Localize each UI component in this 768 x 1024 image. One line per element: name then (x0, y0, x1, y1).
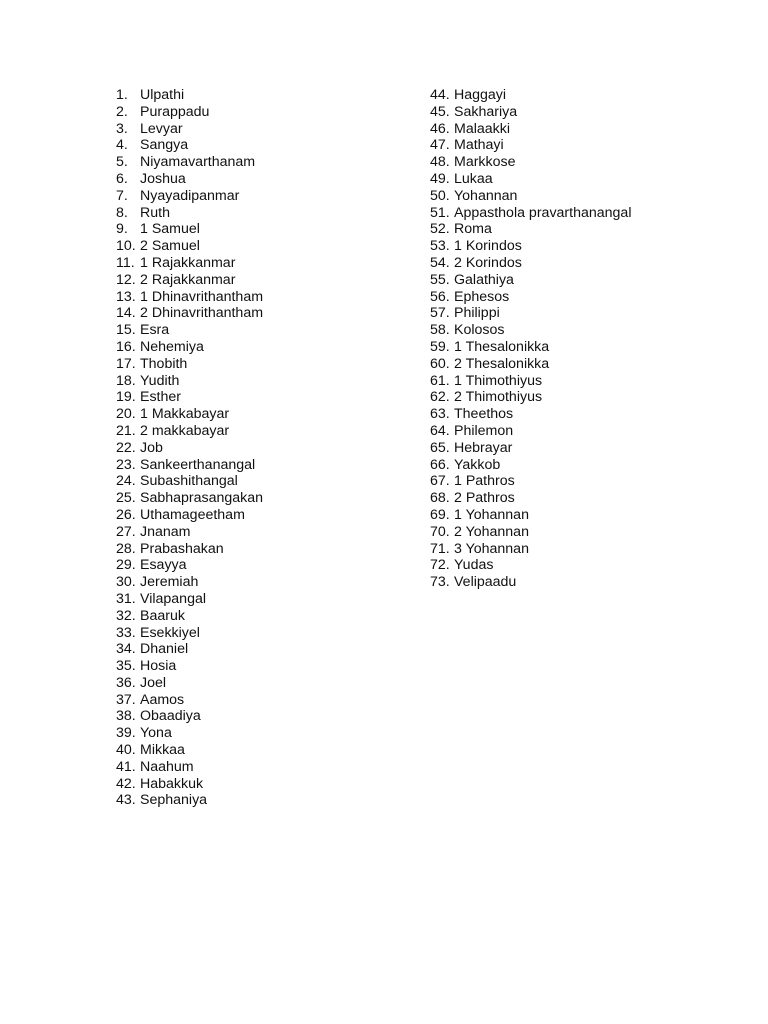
list-item (116, 205, 263, 222)
list-item (430, 272, 631, 289)
list-item (116, 473, 263, 490)
list-item (430, 423, 631, 440)
book-list-right-column (430, 87, 631, 591)
list-item-book-name: 2 Thesalonikka (454, 355, 550, 372)
list-item-number: 35. (116, 658, 136, 675)
list-item-number: 70. (430, 523, 450, 540)
list-item-number: 68. (430, 490, 450, 507)
list-item (116, 725, 263, 742)
list-item-book-name: Uthamageetham (140, 506, 245, 523)
list-item (430, 305, 631, 322)
list-item-book-name: Subashithangal (140, 473, 238, 490)
list-item-book-name: 2 Samuel (140, 238, 200, 255)
list-item-book-name: 1 Dhinavrithantham (140, 288, 264, 305)
list-item-number: 4. (116, 137, 128, 154)
list-item-book-name: 1 Korindos (454, 238, 522, 255)
list-item (116, 490, 263, 507)
list-item-book-name: Velipaadu (454, 574, 517, 591)
list-item-number: 41. (116, 758, 136, 775)
list-item (116, 322, 263, 339)
list-item-book-name: Esekkiyel (140, 624, 200, 641)
list-item-book-name: Roma (454, 221, 492, 238)
list-item-book-name: Sabhaprasangakan (140, 490, 264, 507)
list-item-number: 23. (116, 456, 136, 473)
list-item (430, 188, 631, 205)
list-item-book-name: Sakhariya (454, 103, 518, 120)
list-item (430, 557, 631, 574)
list-item-number: 18. (116, 372, 136, 389)
list-item (430, 154, 631, 171)
list-item (430, 255, 631, 272)
list-item-book-name: Jnanam (140, 523, 191, 540)
list-item-book-name: 2 Yohannan (454, 523, 529, 540)
list-item-book-name: 1 Thimothiyus (454, 372, 543, 389)
list-item (116, 776, 263, 793)
list-item-number: 19. (116, 389, 136, 406)
list-item-book-name: 2 Dhinavrithantham (140, 305, 264, 322)
list-item-number: 46. (430, 120, 450, 137)
list-item-book-name: Nehemiya (140, 338, 204, 355)
list-item-number: 54. (430, 254, 450, 271)
list-item (116, 792, 263, 809)
list-item-book-name: 2 Rajakkanmar (140, 271, 236, 288)
list-item-number: 47. (430, 137, 450, 154)
list-item (116, 373, 263, 390)
list-item-number: 3. (116, 120, 128, 137)
list-item (430, 524, 631, 541)
list-item-number: 65. (430, 439, 450, 456)
list-item-book-name: Philemon (454, 422, 514, 439)
list-item-book-name: Thobith (140, 355, 188, 372)
list-item (430, 322, 631, 339)
list-item-book-name: 1 Yohannan (454, 506, 529, 523)
list-item-book-name: 3 Yohannan (454, 540, 529, 557)
list-item-book-name: 2 Korindos (454, 254, 522, 271)
list-item-book-name: Markkose (454, 154, 516, 171)
list-item-book-name: Hebrayar (454, 439, 513, 456)
list-item-book-name: Malaakki (454, 120, 510, 137)
list-item-number: 40. (116, 742, 136, 759)
list-item-book-name: Yudith (140, 372, 180, 389)
list-item (116, 389, 263, 406)
list-item (430, 221, 631, 238)
list-item-number: 67. (430, 473, 450, 490)
list-item-number: 20. (116, 406, 136, 423)
list-item-book-name: Esra (140, 322, 170, 339)
list-item-number: 32. (116, 607, 136, 624)
list-item-number: 5. (116, 154, 128, 171)
list-item-number: 66. (430, 456, 450, 473)
list-item-book-name: Vilapangal (140, 590, 207, 607)
list-item-book-name: Philippi (454, 305, 500, 322)
list-item-number: 25. (116, 490, 136, 507)
list-item (430, 507, 631, 524)
list-item (116, 289, 263, 306)
list-item-book-name: 2 Pathros (454, 490, 515, 507)
list-item-book-name: Baaruk (140, 607, 185, 624)
list-item (430, 389, 631, 406)
list-item-number: 58. (430, 322, 450, 339)
list-item (116, 574, 263, 591)
list-item (430, 490, 631, 507)
list-item (116, 759, 263, 776)
list-item-number: 8. (116, 204, 128, 221)
list-item (430, 541, 631, 558)
list-item-number: 9. (116, 221, 128, 238)
list-item-book-name: Sephaniya (140, 792, 208, 809)
list-item (116, 154, 263, 171)
list-item-book-name: Sankeerthanangal (140, 456, 256, 473)
list-item (116, 87, 263, 104)
list-item (430, 104, 631, 121)
list-item (116, 457, 263, 474)
list-item (430, 121, 631, 138)
list-item (116, 104, 263, 121)
list-item (116, 255, 263, 272)
list-item-book-name: Joel (140, 674, 167, 691)
list-item (430, 574, 631, 591)
list-item-number: 29. (116, 557, 136, 574)
list-item (116, 137, 263, 154)
list-item-book-name: 1 Samuel (140, 221, 200, 238)
list-item-book-name: 1 Makkabayar (140, 406, 230, 423)
list-item-number: 36. (116, 674, 136, 691)
list-item-book-name: 1 Rajakkanmar (140, 254, 236, 271)
list-item-number: 64. (430, 422, 450, 439)
list-item-number: 30. (116, 574, 136, 591)
list-item-book-name: Hosia (140, 658, 177, 675)
list-item-book-name: Levyar (140, 120, 183, 137)
list-item-book-name: Yohannan (454, 187, 518, 204)
list-item (116, 608, 263, 625)
list-item-number: 22. (116, 439, 136, 456)
list-item-number: 56. (430, 288, 450, 305)
list-item (116, 708, 263, 725)
list-item-book-name: Esayya (140, 557, 187, 574)
list-item-number: 21. (116, 422, 136, 439)
list-item-book-name: Yudas (454, 557, 494, 574)
list-item-number: 13. (116, 288, 136, 305)
list-item-number: 48. (430, 154, 450, 171)
list-item-number: 51. (430, 204, 450, 221)
list-item-book-name: Yakkob (454, 456, 501, 473)
list-item (430, 205, 631, 222)
list-item (116, 423, 263, 440)
list-item-number: 26. (116, 506, 136, 523)
list-item-number: 42. (116, 775, 136, 792)
list-item-number: 33. (116, 624, 136, 641)
list-item (430, 440, 631, 457)
list-item-book-name: 2 makkabayar (140, 422, 230, 439)
list-item-number: 39. (116, 725, 136, 742)
list-item (116, 406, 263, 423)
list-item-number: 61. (430, 372, 450, 389)
list-item (430, 356, 631, 373)
list-item-book-name: Theethos (454, 406, 514, 423)
list-item (430, 373, 631, 390)
list-item-book-name: Joshua (140, 170, 186, 187)
list-item (116, 121, 263, 138)
list-item-number: 73. (430, 574, 450, 591)
list-item-number: 55. (430, 271, 450, 288)
list-item-number: 69. (430, 506, 450, 523)
list-item-number: 6. (116, 170, 128, 187)
list-item-book-name: Ruth (140, 204, 170, 221)
list-item (116, 742, 263, 759)
list-item-book-name: Nyayadipanmar (140, 187, 240, 204)
list-item-book-name: Haggayi (454, 87, 507, 103)
list-item-number: 60. (430, 355, 450, 372)
list-item-number: 2. (116, 103, 128, 120)
list-item-number: 45. (430, 103, 450, 120)
list-item (116, 557, 263, 574)
list-item (430, 238, 631, 255)
list-item (116, 675, 263, 692)
list-item-book-name: Ulpathi (140, 87, 185, 103)
list-item (116, 658, 263, 675)
list-item (116, 541, 263, 558)
list-item-book-name: Naahum (140, 758, 194, 775)
list-item (116, 305, 263, 322)
list-item (116, 238, 263, 255)
list-item-number: 71. (430, 540, 450, 557)
list-item-book-name: Yona (140, 725, 172, 742)
list-item-number: 52. (430, 221, 450, 238)
list-item-book-name: 2 Thimothiyus (454, 389, 543, 406)
list-item-number: 50. (430, 187, 450, 204)
list-item (116, 339, 263, 356)
list-item-number: 10. (116, 238, 136, 255)
list-item-book-name: Dhaniel (140, 641, 189, 658)
list-item (116, 625, 263, 642)
list-item (430, 339, 631, 356)
list-item-number: 31. (116, 590, 136, 607)
list-item-number: 72. (430, 557, 450, 574)
list-item-book-name: Lukaa (454, 170, 493, 187)
list-item-number: 24. (116, 473, 136, 490)
list-item-book-name: Appasthola pravarthanangal (454, 204, 632, 221)
list-item-number: 38. (116, 708, 136, 725)
list-item-number: 1. (116, 87, 128, 103)
book-list-left-column (116, 87, 263, 809)
list-item-book-name: Jeremiah (140, 574, 199, 591)
list-item (430, 87, 631, 104)
list-item (116, 356, 263, 373)
list-item-book-name: Mikkaa (140, 742, 185, 759)
list-item (116, 641, 263, 658)
list-item-number: 63. (430, 406, 450, 423)
list-item-number: 49. (430, 170, 450, 187)
list-item-number: 62. (430, 389, 450, 406)
list-item-number: 12. (116, 271, 136, 288)
list-item-number: 14. (116, 305, 136, 322)
list-item-book-name: Galathiya (454, 271, 514, 288)
list-item (430, 473, 631, 490)
list-item-book-name: Job (140, 439, 163, 456)
list-item (430, 171, 631, 188)
list-item (116, 440, 263, 457)
list-item (430, 457, 631, 474)
list-item-book-name: 1 Thesalonikka (454, 338, 550, 355)
list-item-book-name: Ephesos (454, 288, 510, 305)
list-item-book-name: Sangya (140, 137, 189, 154)
list-item (116, 171, 263, 188)
list-item (430, 289, 631, 306)
list-item-book-name: Habakkuk (140, 775, 204, 792)
list-item (116, 272, 263, 289)
list-item-number: 15. (116, 322, 136, 339)
list-item-number: 7. (116, 187, 128, 204)
list-item (116, 692, 263, 709)
list-item-book-name: Niyamavarthanam (140, 154, 256, 171)
list-item-number: 43. (116, 792, 136, 809)
list-item-number: 34. (116, 641, 136, 658)
list-item-number: 27. (116, 523, 136, 540)
list-item-book-name: Purappadu (140, 103, 210, 120)
list-item-book-name: Aamos (140, 691, 185, 708)
list-item-book-name: 1 Pathros (454, 473, 515, 490)
list-item-number: 17. (116, 355, 136, 372)
list-item-book-name: Obaadiya (140, 708, 201, 725)
list-item (116, 591, 263, 608)
list-item (430, 406, 631, 423)
list-item-number: 11. (116, 254, 135, 271)
list-item-book-name: Prabashakan (140, 540, 224, 557)
list-item (116, 524, 263, 541)
list-item-book-name: Mathayi (454, 137, 504, 154)
list-item (116, 507, 263, 524)
list-item-number: 53. (430, 238, 450, 255)
list-item-number: 28. (116, 540, 136, 557)
list-item-number: 44. (430, 87, 450, 103)
list-item (116, 221, 263, 238)
list-item-number: 57. (430, 305, 450, 322)
list-item (430, 137, 631, 154)
list-item-book-name: Kolosos (454, 322, 505, 339)
list-item-number: 59. (430, 338, 450, 355)
list-item-number: 16. (116, 338, 136, 355)
list-item (116, 188, 263, 205)
list-item-number: 37. (116, 691, 136, 708)
list-item-book-name: Esther (140, 389, 182, 406)
